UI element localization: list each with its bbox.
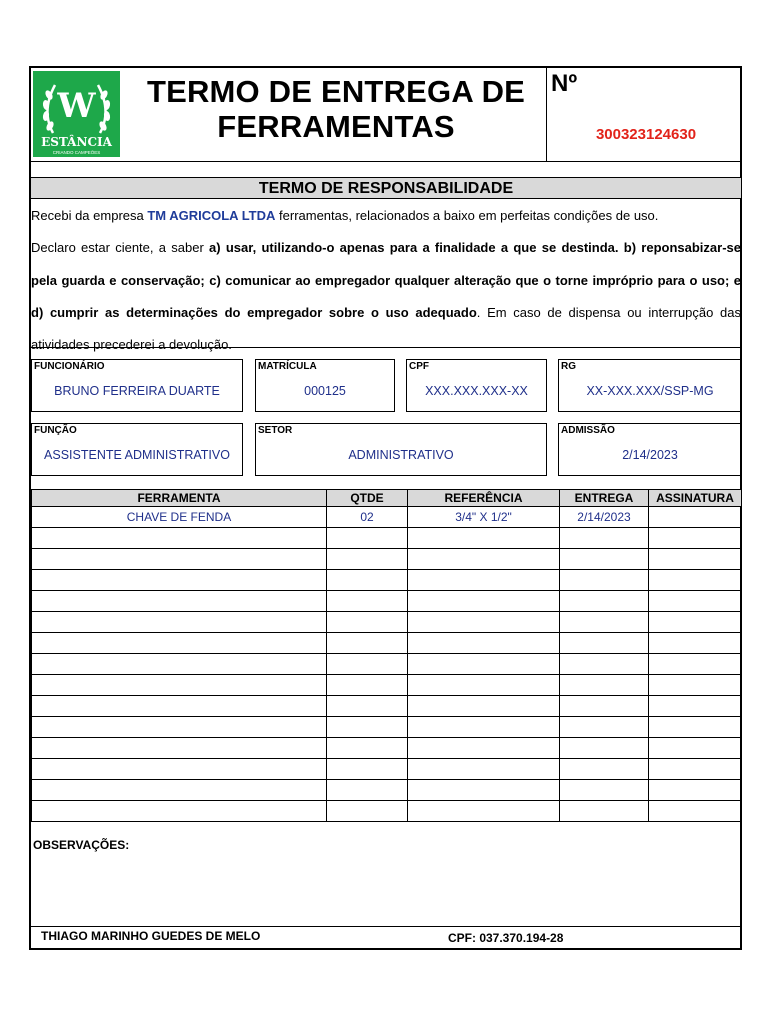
p1-start: Recebi da empresa (31, 208, 148, 223)
table-row (32, 528, 742, 549)
table-cell (560, 570, 649, 591)
title-line-2: FERRAMENTAS (217, 109, 455, 144)
table-cell (560, 738, 649, 759)
table-row (32, 696, 742, 717)
number-label: Nº (551, 70, 578, 97)
table-cell (560, 717, 649, 738)
table-cell (32, 801, 327, 822)
setor-value: ADMINISTRATIVO (348, 448, 454, 462)
document-title (125, 74, 547, 144)
table-cell (327, 780, 408, 801)
table-cell (408, 759, 560, 780)
table-cell (408, 528, 560, 549)
table-cell (327, 654, 408, 675)
logo-letter: W (57, 86, 96, 126)
table-cell (649, 654, 742, 675)
paragraph-2 (31, 232, 741, 361)
cell-assinatura (649, 507, 742, 528)
table-cell (408, 780, 560, 801)
info-top-line (30, 347, 741, 348)
rg-box (558, 359, 742, 412)
table-cell (560, 696, 649, 717)
signer-name: THIAGO MARINHO GUEDES DE MELO (41, 929, 261, 943)
table-cell (408, 570, 560, 591)
table-row (32, 717, 742, 738)
table-cell (649, 549, 742, 570)
table-cell (560, 591, 649, 612)
responsibility-title: TERMO DE RESPONSABILIDADE (31, 177, 741, 199)
table-cell (327, 612, 408, 633)
setor-box (255, 423, 547, 476)
p2-start: Declaro estar ciente, a saber (31, 240, 210, 256)
admissao-value: 2/14/2023 (622, 448, 678, 462)
table-cell (560, 633, 649, 654)
table-cell (649, 801, 742, 822)
table-cell (649, 591, 742, 612)
paragraph-1 (31, 200, 741, 232)
table-cell (560, 612, 649, 633)
company-logo (33, 71, 120, 157)
document-number: 300323124630 (595, 126, 697, 143)
table-cell (327, 696, 408, 717)
table-cell (560, 780, 649, 801)
table-cell (560, 675, 649, 696)
table-cell (327, 549, 408, 570)
table-cell (327, 717, 408, 738)
table-cell (649, 717, 742, 738)
logo-subtext: CRIANDO CAMPEÕES (52, 150, 101, 155)
table-cell (327, 570, 408, 591)
matricula-value: 000125 (304, 384, 346, 398)
col-entrega: ENTREGA (560, 490, 649, 507)
table-row (32, 738, 742, 759)
funcionario-value: BRUNO FERREIRA DUARTE (54, 384, 220, 398)
table-cell (32, 759, 327, 780)
table-cell (32, 549, 327, 570)
table-cell (408, 675, 560, 696)
table-cell (408, 612, 560, 633)
cell-qtde: 02 (327, 507, 408, 528)
title-line-1: TERMO DE ENTREGA DE (146, 74, 526, 109)
table-cell (327, 759, 408, 780)
table-cell (408, 738, 560, 759)
table-cell (32, 780, 327, 801)
table-cell (327, 675, 408, 696)
table-row (32, 780, 742, 801)
table-cell (649, 780, 742, 801)
table-row (32, 507, 742, 528)
rg-value: XX-XXX.XXX/SSP-MG (586, 384, 714, 398)
table-cell (32, 591, 327, 612)
cell-referencia: 3/4" X 1/2" (408, 507, 560, 528)
table-cell (408, 591, 560, 612)
table-row (32, 549, 742, 570)
signer-cpf: CPF: 037.370.194-28 (448, 931, 564, 945)
table-cell (327, 633, 408, 654)
cpf-label: CPF (409, 361, 429, 372)
cell-entrega: 2/14/2023 (560, 507, 649, 528)
table-cell (560, 528, 649, 549)
cell-ferramenta: CHAVE DE FENDA (32, 507, 327, 528)
table-cell (649, 738, 742, 759)
table-header (32, 490, 742, 507)
table-cell (649, 696, 742, 717)
table-cell (408, 654, 560, 675)
setor-label: SETOR (258, 425, 293, 436)
funcao-value: ASSISTENTE ADMINISTRATIVO (44, 448, 230, 462)
table-cell (32, 570, 327, 591)
p1-end: ferramentas, relacionados a baixo em perfeitas condições de uso. (275, 208, 659, 223)
table-cell (32, 696, 327, 717)
logo-text: ESTÂNCIA (41, 135, 112, 149)
matricula-box (255, 359, 395, 412)
admissao-label: ADMISSÃO (561, 425, 615, 436)
table-cell (560, 654, 649, 675)
table-cell (649, 528, 742, 549)
col-qtde: QTDE (327, 490, 408, 507)
p2-end: . Em caso de dispensa ou interrupção das atividades precederei a devolução. (31, 304, 741, 353)
table-cell (560, 549, 649, 570)
observacoes-label: OBSERVAÇÕES: (33, 838, 130, 852)
table-cell (32, 633, 327, 654)
funcionario-box (31, 359, 243, 412)
table-cell (327, 801, 408, 822)
responsibility-text (31, 200, 741, 361)
cpf-value: XXX.XXX.XXX-XX (425, 384, 528, 398)
table-cell (408, 549, 560, 570)
table-row (32, 633, 742, 654)
table-cell (560, 801, 649, 822)
signature-line (30, 926, 741, 927)
table-cell (649, 570, 742, 591)
table-cell (327, 591, 408, 612)
table-cell (32, 738, 327, 759)
table-cell (649, 759, 742, 780)
table-row (32, 759, 742, 780)
table-cell (327, 738, 408, 759)
company-name: TM AGRICOLA LTDA (147, 208, 276, 223)
tools-table (31, 489, 741, 822)
logo-wreath-icon (33, 71, 120, 157)
table-cell (327, 528, 408, 549)
table-row (32, 570, 742, 591)
table-cell (32, 675, 327, 696)
table-cell (408, 801, 560, 822)
table-row (32, 591, 742, 612)
table-cell (32, 654, 327, 675)
p2-bold: a) usar, utilizando-o apenas para a finalidade a que se destinda. b) reponsabizar-se pela guarda e conservação; c) comunicar ao empregador qualquer alteração que o torne impróprio para o uso; e d) cumprir as determinações do empregador sobre o uso adequado (31, 240, 741, 320)
cpf-box (406, 359, 547, 412)
admissao-box (558, 423, 742, 476)
col-assinatura: ASSINATURA (649, 490, 742, 507)
table-row (32, 675, 742, 696)
table-cell (649, 633, 742, 654)
header-bottom-line (30, 161, 741, 162)
table-cell (32, 528, 327, 549)
table-cell (560, 759, 649, 780)
table-cell (649, 675, 742, 696)
table-cell (408, 696, 560, 717)
table-cell (408, 717, 560, 738)
matricula-label: MATRÍCULA (258, 361, 317, 372)
col-ferramenta: FERRAMENTA (32, 490, 327, 507)
table-row (32, 654, 742, 675)
table-cell (32, 717, 327, 738)
table-row (32, 801, 742, 822)
table-cell (649, 612, 742, 633)
funcao-box (31, 423, 243, 476)
col-referencia: REFERÊNCIA (408, 490, 560, 507)
funcao-label: FUNÇÃO (34, 425, 77, 436)
table-cell (32, 612, 327, 633)
rg-label: RG (561, 361, 576, 372)
funcionario-label: FUNCIONÁRIO (34, 361, 105, 372)
table-cell (408, 633, 560, 654)
table-row (32, 612, 742, 633)
